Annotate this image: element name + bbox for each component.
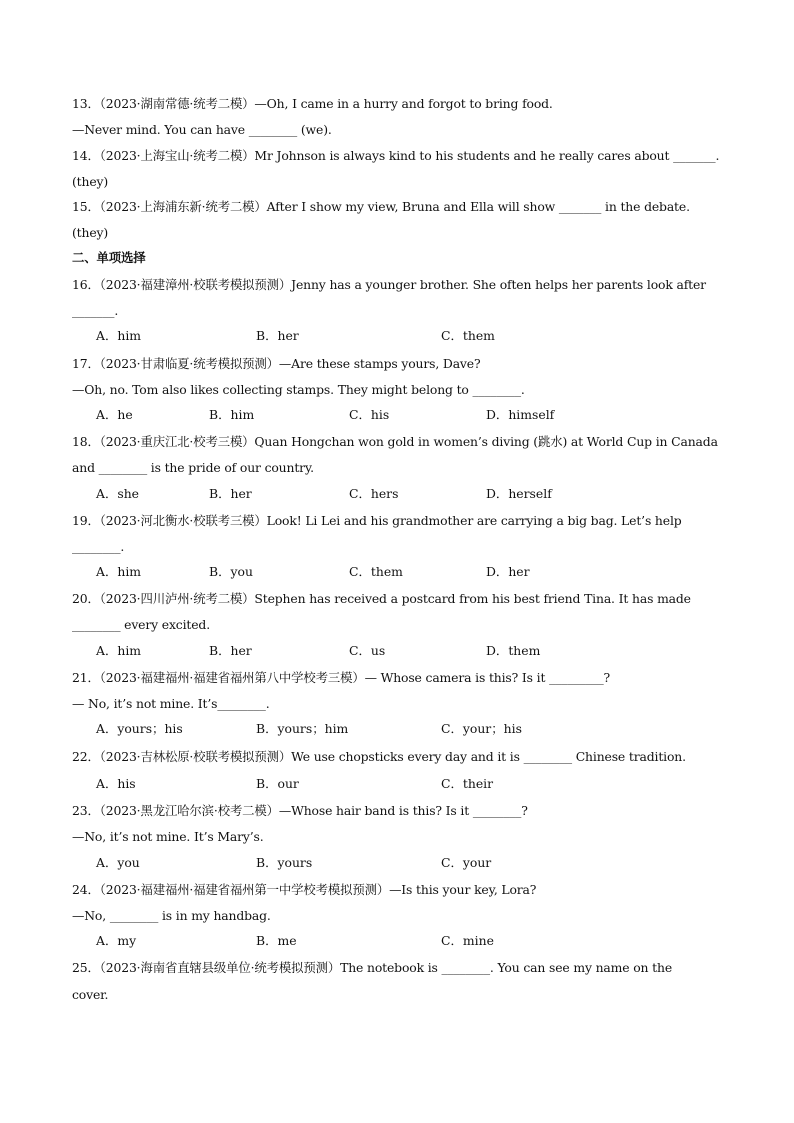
q23-option-b[interactable]: B．yours [256, 855, 313, 870]
q17-response: —Oh, no. Tom also likes collecting stamps. They might belong to ________. [72, 382, 525, 397]
q24-stem: 24．（2023·福建福州·福建省福州第一中学校考模拟预测）—Is this your key, Lora? [72, 882, 537, 897]
q20-option-b[interactable]: B．her [209, 643, 252, 658]
q21-stem: 21．（2023·福建福州·福建省福州第八中学校考三模）— Whose camera is this? Is it _________? [72, 670, 610, 685]
q17-option-a[interactable]: A．he [96, 407, 133, 422]
q22-option-c[interactable]: C．their [441, 776, 494, 791]
q18-option-a[interactable]: A．she [96, 486, 140, 501]
q21-option-b[interactable]: B．yours；him [256, 721, 349, 736]
q21-response: — No, it’s not mine. It’s________. [72, 696, 270, 711]
q23-option-c[interactable]: C．your [441, 855, 492, 870]
q20-option-d[interactable]: D．them [486, 643, 541, 658]
q18-option-c[interactable]: C．hers [349, 486, 399, 501]
q21-option-a[interactable]: A．yours；his [96, 721, 183, 736]
q18-stem-cont: and ________ is the pride of our country. [72, 460, 314, 475]
q20-option-c[interactable]: C．us [349, 643, 386, 658]
q18-stem: 18．（2023·重庆江北·校考三模）Quan Hongchan won gold in women’s diving (跳水) at World Cup in Canada [72, 434, 718, 449]
q19-stem: 19．（2023·河北衡水·校联考三模）Look! Li Lei and his grandmother are carrying a big bag. Let’s help [72, 513, 682, 528]
q18-option-b[interactable]: B．her [209, 486, 252, 501]
q22-stem: 22．（2023·吉林松原·校联考模拟预测）We use chopsticks every day and it is ________ Chinese tradition. [72, 749, 686, 764]
q16-stem-cont: _______. [72, 303, 119, 318]
q15-hint: (they) [72, 225, 109, 240]
q20-option-a[interactable]: A．him [96, 643, 142, 658]
q20-stem: 20．（2023·四川泸州·统考二模）Stephen has received a postcard from his best friend Tina. It has made [72, 591, 691, 606]
section-title: 二、单项选择 [72, 250, 146, 265]
q20-stem-cont: ________ every excited. [72, 617, 210, 632]
q19-option-b[interactable]: B．you [209, 564, 253, 579]
q17-option-c[interactable]: C．his [349, 407, 390, 422]
q18-option-d[interactable]: D．herself [486, 486, 552, 501]
q16-option-c[interactable]: C．them [441, 328, 495, 343]
q25-stem-cont: cover. [72, 987, 109, 1002]
q19-option-c[interactable]: C．them [349, 564, 403, 579]
q14-stem: 14．（2023·上海宝山·统考二模）Mr Johnson is always kind to his students and he really cares about _______. [72, 148, 720, 163]
q23-stem: 23．（2023·黑龙江哈尔滨·校考二模）—Whose hair band is this? Is it ________? [72, 803, 528, 818]
q17-option-b[interactable]: B．him [209, 407, 255, 422]
q24-response: —No, ________ is in my handbag. [72, 908, 271, 923]
q24-option-b[interactable]: B．me [256, 933, 297, 948]
q19-stem-cont: ________. [72, 539, 125, 554]
q22-option-b[interactable]: B．our [256, 776, 299, 791]
q23-option-a[interactable]: A．you [96, 855, 140, 870]
q23-response: —No, it’s not mine. It’s Mary’s. [72, 829, 264, 844]
q19-option-a[interactable]: A．him [96, 564, 142, 579]
q16-option-b[interactable]: B．her [256, 328, 299, 343]
q19-option-d[interactable]: D．her [486, 564, 530, 579]
q21-option-c[interactable]: C．your；his [441, 721, 522, 736]
q24-option-c[interactable]: C．mine [441, 933, 494, 948]
q17-option-d[interactable]: D．himself [486, 407, 555, 422]
q25-stem: 25．（2023·海南省直辖县级单位·统考模拟预测）The notebook is ________. You can see my name on the [72, 960, 673, 975]
q13-response: —Never mind. You can have ________ (we). [72, 122, 332, 137]
q16-option-a[interactable]: A．him [96, 328, 142, 343]
q15-stem: 15．（2023·上海浦东新·统考二模）After I show my view, Bruna and Ella will show _______ in the debate. [72, 199, 690, 214]
q22-option-a[interactable]: A．his [96, 776, 136, 791]
q17-stem: 17．（2023·甘肃临夏·统考模拟预测）—Are these stamps yours, Dave? [72, 356, 481, 371]
q16-stem: 16．（2023·福建漳州·校联考模拟预测）Jenny has a younger brother. She often helps her parents look after [72, 277, 706, 292]
q13-stem: 13．（2023·湖南常德·统考二模）—Oh, I came in a hurry and forgot to bring food. [72, 96, 553, 111]
q24-option-a[interactable]: A．my [96, 933, 137, 948]
q14-hint: (they) [72, 174, 109, 189]
